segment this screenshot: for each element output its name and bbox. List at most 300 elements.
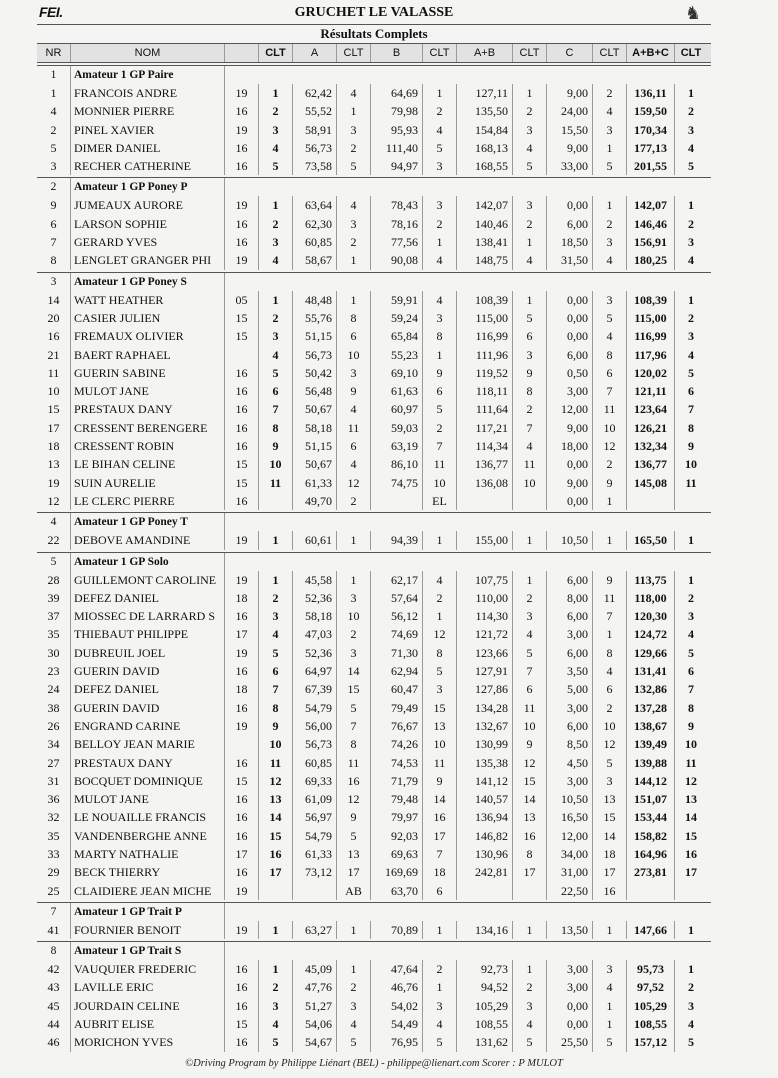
col-nr-cell: 9 [37,196,71,214]
col-c-cell: 3,00 [547,382,593,400]
col-ab-cell: 116,99 [457,327,513,345]
col-c-cell: 4,50 [547,754,593,772]
col-c-cell: 3,00 [547,978,593,996]
col-clt-a-cell: 8 [337,735,371,753]
section-title [37,942,711,960]
col-a-cell: 56,97 [293,808,337,826]
col-total-cell: 123,64 [627,400,675,418]
col-total-cell: 118,00 [627,589,675,607]
col-clt-b-cell: 2 [423,215,457,233]
col-clt-final-cell: 7 [688,682,694,697]
col-age-cell: 16 [225,754,259,772]
results-table [37,65,711,1052]
col-b-cell: 70,89 [371,921,423,939]
col-age-cell: 16 [225,978,259,996]
col-clt-b-cell: 10 [423,474,457,492]
col-b-cell: 79,97 [371,808,423,826]
col-clt-final-cell: 9 [688,718,694,733]
col-ab-cell: 114,34 [457,437,513,455]
col-clt-b-cell: 9 [423,772,457,790]
col-a-cell: 58,67 [293,251,337,269]
col-ab-cell: 127,11 [457,84,513,102]
col-c-cell: 0,00 [547,196,593,214]
col-clt-cell: 7 [259,680,293,698]
col-clt-ab-cell: 1 [513,531,547,549]
col-nom-cell: ENGRAND CARINE [71,717,225,735]
col-age-cell: 19 [225,882,259,900]
table-row [37,717,711,735]
col-clt-final-cell: 10 [685,737,697,752]
col-clt-c-cell: 4 [593,251,627,269]
col-nr-cell: 6 [37,215,71,233]
col-clt-b-cell: 1 [423,531,457,549]
col-age-cell [225,346,259,364]
col-clt-cell: 10 [259,455,293,473]
col-clt-final-cell: 5 [688,1035,694,1050]
col-clt-final-cell: 1 [688,572,694,587]
col-clt-cell: 3 [259,121,293,139]
col-age-cell: 17 [225,625,259,643]
col-clt-cell: 4 [259,139,293,157]
col-ab-cell: 146,82 [457,827,513,845]
col-c-cell: 3,50 [547,662,593,680]
col-clt-ab-cell: 3 [513,607,547,625]
col-nr-cell: 26 [37,717,71,735]
col-a-cell: 60,85 [293,233,337,251]
table-row [37,531,711,549]
col-clt-b-cell: 7 [423,845,457,863]
table-row [37,437,711,455]
col-ab-cell: 111,64 [457,400,513,418]
col-clt-ab-cell: 3 [513,196,547,214]
table-row [37,492,711,510]
col-ab-cell: 154,84 [457,121,513,139]
col-clt-final-cell: 17 [685,865,697,880]
col-total-cell: 156,91 [627,233,675,251]
col-ab-cell: 121,72 [457,625,513,643]
col-clt-final-cell: 4 [688,1017,694,1032]
col-clt-a-cell: 9 [337,808,371,826]
table-row [37,327,711,345]
col-clt-ab-cell: 1 [513,960,547,978]
col-c-cell: 6,00 [547,215,593,233]
col-clt-cell: 1 [259,84,293,102]
col-clt-c-cell: 7 [593,607,627,625]
col-a-cell: 45,09 [293,960,337,978]
col-c-cell: 9,00 [547,84,593,102]
col-age-cell: 16 [225,1033,259,1051]
col-clt-c-cell: 6 [593,364,627,382]
col-clt-final-cell: 1 [688,533,694,548]
col-b-cell: 76,67 [371,717,423,735]
col-clt-b-cell: 10 [423,735,457,753]
col-nom-cell: PINEL XAVIER [71,121,225,139]
col-ab-cell: 168,55 [457,157,513,175]
col-b-cell [371,492,423,510]
col-clt-ab-cell: 3 [513,346,547,364]
col-total-cell: 273,81 [627,863,675,881]
col-c-cell: 0,00 [547,492,593,510]
table-row [37,863,711,881]
col-a-cell: 63,27 [293,921,337,939]
col-clt-ab-cell: 10 [513,717,547,735]
section-number: 4 [37,513,71,531]
col-age-cell: 16 [225,364,259,382]
section-title [37,903,711,921]
col-clt-b-cell: EL [423,492,457,510]
col-nom-cell: LE BIHAN CELINE [71,455,225,473]
col-nom-cell: CRESSENT ROBIN [71,437,225,455]
col-clt-final-cell: 3 [688,235,694,250]
col-nr-cell: 3 [37,157,71,175]
col-nr-cell: 19 [37,474,71,492]
col-nom-cell: LE CLERC PIERRE [71,492,225,510]
col-c-cell: 31,00 [547,863,593,881]
table-row [37,196,711,214]
table-row [37,790,711,808]
col-b-cell: 77,56 [371,233,423,251]
col-ab-cell: 92,73 [457,960,513,978]
col-b-cell: 79,98 [371,102,423,120]
col-age-cell: 16 [225,790,259,808]
col-clt-cell: 1 [259,196,293,214]
col-clt-b-cell: 5 [423,139,457,157]
table-row [37,845,711,863]
col-clt-c-cell: 3 [593,291,627,309]
col-nr-header: NR [37,44,71,62]
col-clt-final-cell: 4 [688,253,694,268]
col-b-cell: 74,53 [371,754,423,772]
col-clt-final-cell: 1 [688,962,694,977]
col-clt-cell [259,492,293,510]
col-c-cell: 3,00 [547,625,593,643]
col-nom-cell: FOURNIER BENOIT [71,921,225,939]
col-clt-final-cell: 15 [685,828,697,843]
col-clt-c-cell: 1 [593,196,627,214]
section-name: Amateur 1 GP Trait P [71,903,225,921]
col-clt-final-cell: 4 [688,627,694,642]
horse-emblem-icon: ♞ [684,3,702,23]
col-a-cell: 58,18 [293,419,337,437]
col-b-cell: 79,49 [371,699,423,717]
col-a-header: A [293,44,337,62]
col-clt-a-cell: 1 [337,531,371,549]
col-clt-a-cell: 1 [337,102,371,120]
col-nom-cell: FRANCOIS ANDRE [71,84,225,102]
col-total-cell: 153,44 [627,808,675,826]
col-clt-cell: 16 [259,845,293,863]
col-b-cell: 56,12 [371,607,423,625]
col-clt-c-cell: 9 [593,571,627,589]
col-a-cell: 58,18 [293,607,337,625]
table-row [37,921,711,939]
section-number: 3 [37,273,71,291]
col-a-cell: 45,58 [293,571,337,589]
col-age-cell: 18 [225,589,259,607]
col-a-cell: 56,73 [293,346,337,364]
col-nr-cell: 38 [37,699,71,717]
col-total-cell: 115,00 [627,309,675,327]
col-c-cell: 25,50 [547,1033,593,1051]
fei-logo: FEI. [39,4,63,20]
col-clt-cell: 11 [259,474,293,492]
table-row [37,121,711,139]
col-clt-b-cell: 4 [423,571,457,589]
col-clt-ab-cell: 2 [513,978,547,996]
table-row [37,139,711,157]
col-clt-cell: 2 [259,309,293,327]
col-age-cell: 16 [225,808,259,826]
col-clt-c-cell: 1 [593,492,627,510]
col-clt-b-cell: 5 [423,1033,457,1051]
col-nom-cell: PRESTAUX DANY [71,400,225,418]
col-a-cell: 73,12 [293,863,337,881]
col-clt-cell: 5 [259,157,293,175]
col-nr-cell: 37 [37,607,71,625]
col-clt-ab-cell: 9 [513,735,547,753]
col-nr-cell: 5 [37,139,71,157]
col-clt-ab-cell: 1 [513,571,547,589]
col-clt-final-cell: 3 [688,609,694,624]
col-a-cell: 51,15 [293,327,337,345]
col-clt-a-cell: 6 [337,327,371,345]
col-b-header: B [371,44,423,62]
section-4 [37,512,711,549]
col-clt-b-cell: 9 [423,364,457,382]
col-clt-b-cell: 1 [423,346,457,364]
col-c-cell: 15,50 [547,121,593,139]
col-clt-c-cell: 11 [593,589,627,607]
section-name: Amateur 1 GP Poney P [71,178,225,196]
col-age-cell: 05 [225,291,259,309]
col-b-cell: 169,69 [371,863,423,881]
col-b-cell: 46,76 [371,978,423,996]
column-header-row [37,44,711,63]
col-clt-b-cell: 2 [423,102,457,120]
col-clt-cell: 4 [259,346,293,364]
col-ab-cell: 131,62 [457,1033,513,1051]
col-c-cell: 24,00 [547,102,593,120]
col-clt-c-cell: 8 [593,644,627,662]
col-clt-final-cell: 5 [688,645,694,660]
col-clt-a-cell: 17 [337,863,371,881]
col-age-cell: 16 [225,960,259,978]
col-b-cell: 92,03 [371,827,423,845]
col-c-cell: 0,00 [547,997,593,1015]
col-total-cell: 139,49 [627,735,675,753]
col-clt-ab-header: CLT [513,44,547,62]
col-c-cell: 10,50 [547,790,593,808]
col-clt-ab-cell: 1 [513,291,547,309]
col-age-cell: 16 [225,233,259,251]
col-clt-final-cell: 6 [688,384,694,399]
table-row [37,607,711,625]
col-c-cell: 8,50 [547,735,593,753]
col-nom-cell: MULOT JANE [71,382,225,400]
table-row [37,754,711,772]
col-nom-cell: VANDENBERGHE ANNE [71,827,225,845]
col-clt-b-cell: 1 [423,84,457,102]
col-a-cell: 62,42 [293,84,337,102]
col-nom-cell: MORICHON YVES [71,1033,225,1051]
col-nr-cell: 21 [37,346,71,364]
col-total-cell: 132,86 [627,680,675,698]
col-total-cell: 151,07 [627,790,675,808]
section-3 [37,272,711,511]
col-age-cell: 19 [225,571,259,589]
col-clt-b-cell: 1 [423,921,457,939]
col-clt-cell [259,882,293,900]
col-a-cell: 56,73 [293,139,337,157]
col-age-cell: 15 [225,772,259,790]
col-nom-cell: DEFEZ DANIEL [71,589,225,607]
col-clt-c-cell: 1 [593,921,627,939]
col-clt-final-header: CLT [680,47,702,59]
results-subtitle: Résultats Complets [37,25,711,44]
col-ab-cell: 108,39 [457,291,513,309]
col-nom-cell: GERARD YVES [71,233,225,251]
col-age-cell: 16 [225,139,259,157]
col-nr-cell: 25 [37,882,71,900]
col-age-cell: 16 [225,607,259,625]
col-total-cell: 120,30 [627,607,675,625]
col-b-cell: 54,02 [371,997,423,1015]
col-clt-final-cell: 8 [688,700,694,715]
section-name: Amateur 1 GP Trait S [71,942,225,960]
col-nr-cell: 28 [37,571,71,589]
section-name: Amateur 1 GP Solo [71,553,225,571]
col-clt-final-cell: 3 [688,329,694,344]
col-nr-cell: 16 [37,327,71,345]
col-nr-cell: 31 [37,772,71,790]
col-clt-a-cell: 1 [337,571,371,589]
col-c-cell: 9,00 [547,474,593,492]
col-clt-a-cell: 8 [337,309,371,327]
table-row [37,364,711,382]
col-nom-cell: DEBOVE AMANDINE [71,531,225,549]
col-c-cell: 0,00 [547,1015,593,1033]
col-clt-c-cell: 2 [593,455,627,473]
col-clt-a-header: CLT [337,44,371,62]
col-total-cell: 113,75 [627,571,675,589]
col-age-cell: 17 [225,845,259,863]
col-total-cell [627,492,675,510]
col-total-cell: 145,08 [627,474,675,492]
col-nr-cell: 35 [37,625,71,643]
col-clt-b-cell: 2 [423,589,457,607]
col-nr-cell: 2 [37,121,71,139]
col-total-cell: 164,96 [627,845,675,863]
col-b-cell: 63,19 [371,437,423,455]
col-nom-cell: VAUQUIER FREDERIC [71,960,225,978]
table-row [37,346,711,364]
col-clt-ab-cell: 5 [513,1033,547,1051]
col-clt-a-cell: 2 [337,139,371,157]
col-clt-b-cell: 8 [423,644,457,662]
col-clt-a-cell: 3 [337,997,371,1015]
table-row [37,233,711,251]
col-clt-b-cell: 5 [423,400,457,418]
col-b-cell: 78,43 [371,196,423,214]
col-clt-a-cell: 12 [337,474,371,492]
col-nom-cell: BELLOY JEAN MARIE [71,735,225,753]
col-nr-cell: 10 [37,382,71,400]
col-nom-cell: GUERIN DAVID [71,662,225,680]
col-total-cell: 180,25 [627,251,675,269]
col-clt-final-cell: 14 [685,810,697,825]
col-c-cell: 22,50 [547,882,593,900]
col-clt-b-cell: 3 [423,196,457,214]
col-clt-cell: 8 [259,419,293,437]
col-clt-c-cell: 2 [593,699,627,717]
col-nr-cell: 44 [37,1015,71,1033]
col-a-cell: 55,76 [293,309,337,327]
col-clt-c-cell: 12 [593,437,627,455]
col-clt-c-cell: 4 [593,102,627,120]
table-row [37,978,711,996]
col-ab-cell: 130,99 [457,735,513,753]
col-clt-ab-cell: 6 [513,680,547,698]
col-clt-final-cell: 3 [688,998,694,1013]
table-row [37,772,711,790]
col-clt-ab-cell: 4 [513,625,547,643]
col-clt-final-cell: 4 [688,347,694,362]
col-nom-cell: MIOSSEC DE LARRARD S [71,607,225,625]
col-clt-b-cell: 8 [423,327,457,345]
col-c-cell: 18,50 [547,233,593,251]
col-clt-a-cell: 9 [337,382,371,400]
col-b-cell: 57,64 [371,589,423,607]
col-clt-b-cell: 11 [423,455,457,473]
col-clt-ab-cell: 17 [513,863,547,881]
col-clt-ab-cell: 2 [513,102,547,120]
col-ab-cell: 140,46 [457,215,513,233]
col-c-cell: 8,00 [547,589,593,607]
col-nr-cell: 18 [37,437,71,455]
col-clt-b-cell: 17 [423,827,457,845]
col-nom-cell: JOURDAIN CELINE [71,997,225,1015]
col-b-cell: 55,23 [371,346,423,364]
col-clt-b-cell: 13 [423,717,457,735]
col-clt-a-cell: 1 [337,251,371,269]
col-clt-c-cell: 7 [593,382,627,400]
col-nr-cell: 11 [37,364,71,382]
col-clt-c-cell: 3 [593,960,627,978]
col-c-cell: 6,00 [547,571,593,589]
col-nr-cell: 46 [37,1033,71,1051]
col-clt-b-cell: 2 [423,419,457,437]
col-b-cell: 71,30 [371,644,423,662]
section-number: 5 [37,553,71,571]
col-clt-b-cell: 3 [423,997,457,1015]
col-clt-b-cell: 7 [423,437,457,455]
col-a-cell: 51,15 [293,437,337,455]
col-clt-a-cell: AB [337,882,371,900]
table-row [37,400,711,418]
col-clt-final-cell: 16 [685,846,697,861]
col-clt-cell: 4 [259,625,293,643]
col-clt-c-cell: 5 [593,309,627,327]
col-b-cell: 62,17 [371,571,423,589]
col-nom-cell: LENGLET GRANGER PHI [71,251,225,269]
col-b-cell: 69,63 [371,845,423,863]
col-clt-c-cell: 10 [593,419,627,437]
col-ab-cell: 135,50 [457,102,513,120]
col-clt-ab-cell: 2 [513,215,547,233]
col-age-cell: 16 [225,215,259,233]
col-ab-cell: 108,55 [457,1015,513,1033]
col-clt-header: CLT [259,44,293,62]
